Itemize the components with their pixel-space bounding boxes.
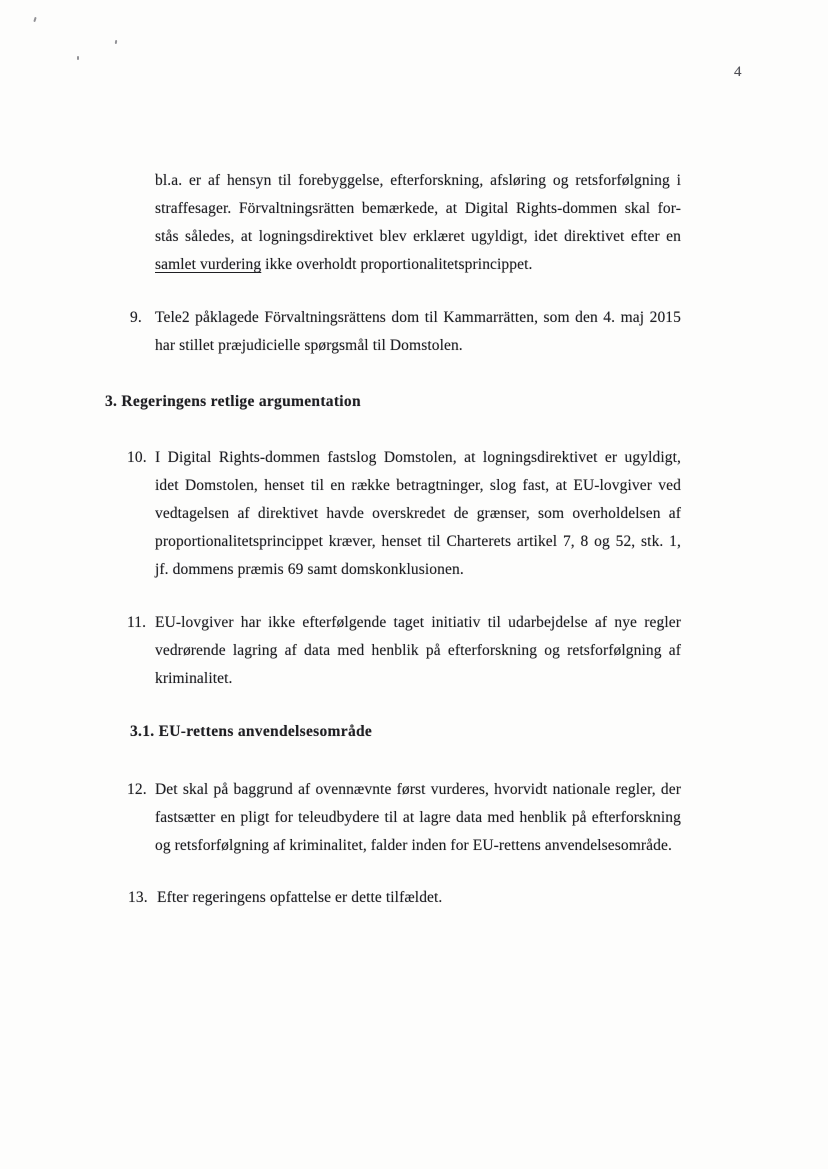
list-item-9 <box>130 304 681 360</box>
text-line: EU-lovgiver har ikke efterfølgende taget initiativ til udarbejdelse af nye regler <box>155 614 681 631</box>
item-lines <box>155 609 681 665</box>
paragraph-last-line <box>155 251 681 279</box>
text-line: vedtagelsen af direktivet havde overskredet de grænser, som overholdelsen af <box>155 505 681 522</box>
text-line: straffesager. Förvaltningsrätten bemærkede, at Digital Rights-dommen skal for- <box>155 200 681 217</box>
item-last-line: jf. dommens præmis 69 samt domskonklusionen. <box>155 561 464 578</box>
text-line: stås således, at logningsdirektivet blev erklæret ugyldigt, idet direktivet efter en <box>155 228 681 245</box>
item-number: 9. <box>130 309 142 326</box>
item-last-line: og retsforfølgning af kriminalitet, falder inden for EU-rettens anvendelsesområde. <box>155 837 672 854</box>
item-number: 12. <box>127 781 147 798</box>
item-number: 11. <box>127 614 147 631</box>
page-number: 4 <box>734 64 742 80</box>
list-item-12 <box>127 776 681 860</box>
text-line: proportionalitetsprincippet kræver, henset til Charterets artikel 7, 8 og 52, stk. 1, <box>155 533 681 550</box>
item-last-line: har stillet præjudicielle spørgsmål til Domstolen. <box>155 337 463 354</box>
item-lines <box>155 776 681 832</box>
subsection-heading: 3.1. EU-rettens anvendelsesområde <box>130 723 373 740</box>
text-line: vedrørende lagring af data med henblik på efterforskning og retsforfølgning af <box>155 642 681 659</box>
text-line: Tele2 påklagede Förvaltningsrättens dom til Kammarrätten, som den 4. maj 2015 <box>155 309 681 326</box>
item-lines <box>155 444 681 556</box>
scan-artifact-speck <box>33 17 36 22</box>
text-line: idet Domstolen, henset til en række betragtninger, slog fast, at EU-lovgiver ved <box>155 477 681 494</box>
text-line: fastsætter en pligt for teleudbydere til at lagre data med henblik på efterforskning <box>155 809 681 826</box>
item-number: 10. <box>127 449 147 466</box>
text-line: I Digital Rights-dommen fastslog Domstolen, at logningsdirektivet er ugyldigt, <box>155 449 681 466</box>
text-line: bl.a. er af hensyn til forebyggelse, efterforskning, afsløring og retsforfølgning i <box>155 172 681 189</box>
paragraph-continuation <box>155 167 681 279</box>
scan-artifact-speck <box>77 56 79 60</box>
item-number: 13. <box>128 889 148 906</box>
item-last-line: Efter regeringens opfattelse er dette tilfældet. <box>157 889 443 906</box>
list-item-10 <box>127 444 681 584</box>
paragraph-text: ikke overholdt proportionalitetsprincippet. <box>261 256 533 273</box>
section-heading: 3. Regeringens retlige argumentation <box>105 393 361 410</box>
list-item-13 <box>128 884 681 912</box>
item-last-line: kriminalitet. <box>155 670 233 687</box>
scan-artifact-speck <box>115 40 118 44</box>
list-item-11 <box>127 609 681 693</box>
text-line: Det skal på baggrund af ovennævnte først vurderes, hvorvidt nationale regler, der <box>155 781 681 798</box>
paragraph-lines <box>155 167 681 251</box>
underlined-phrase: samlet vurdering <box>155 256 262 273</box>
item-lines <box>155 304 681 332</box>
